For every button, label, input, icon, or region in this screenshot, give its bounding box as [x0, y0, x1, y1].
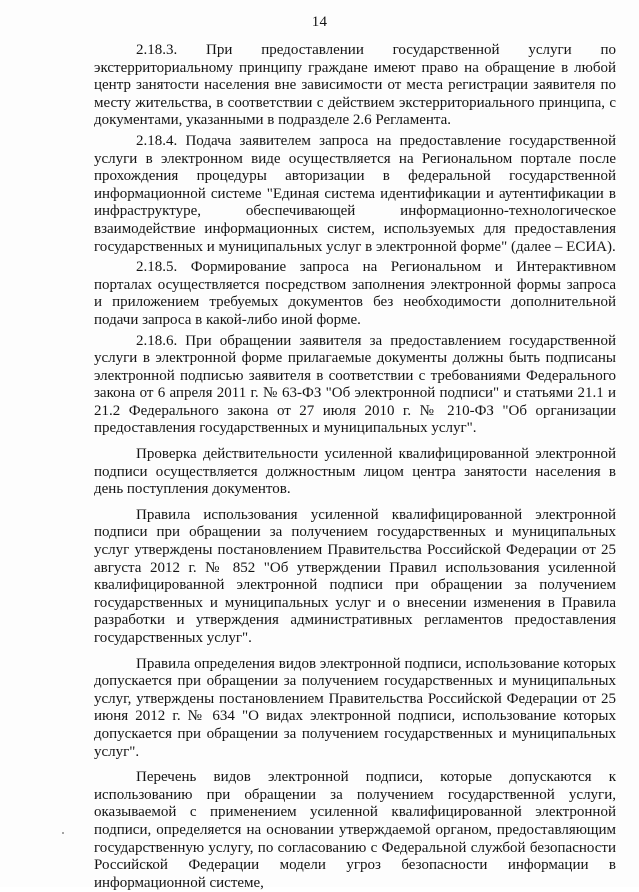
- page-number: 14: [311, 14, 328, 30]
- paragraph-2-18-4: 2.18.4. Подача заявителем запроса на предоставление государственной услуги в электронном виде осуществляется на Региональном портале после прохождения процедуры авторизации в федеральной государственной информационной системе "Единая система идентификации и аутентификации в инфраструктуре, обеспечивающей информационно-технологическое взаимодействие информационных систем, используемых для предоставления государственных и муниципальных услуг в электронной форме" (далее – ЕСИА).: [94, 132, 616, 255]
- scan-dust-mark: [62, 832, 64, 834]
- paragraph-2-18-5: 2.18.5. Формирование запроса на Региональном и Интерактивном порталах осуществляется посредством заполнения электронной формы запроса и приложением требуемых документов без необходимости дополнительной подачи запроса в какой-либо иной форме.: [94, 259, 616, 328]
- paragraph-signature-verification: Проверка действительности усиленной квалифицированной электронной подписи осуществляется должностным лицом центра занятости населения в день поступления документов.: [94, 446, 616, 498]
- paragraph-2-18-6: 2.18.6. При обращении заявителя за предоставлением государственной услуги в электронной форме прилагаемые документы должны быть подписаны электронной подписью заявителя в соответствии с требованиями Федерального закона от 6 апреля 2011 г. № 63-ФЗ "Об электронной подписи" и статьями 21.1 и 21.2 Федерального закона от 27 июля 2010 г. № 210-ФЗ "Об организации предоставления государственных и муниципальных услуг".: [94, 332, 616, 437]
- document-body: [94, 42, 616, 892]
- paragraph-signature-rules: Правила использования усиленной квалифицированной электронной подписи при обращении за получением государственных и муниципальных услуг утверждены постановлением Правительства Российской Федерации от 25 августа 2012 г. № 852 "Об утверждении Правил использования усиленной квалифицированной электронной подписи при обращении за получением государственных и муниципальных услуг и о внесении изменения в Правила разработки и утверждения административных регламентов предоставления государственных услуг".: [94, 506, 616, 646]
- paragraph-signature-types-rules: Правила определения видов электронной подписи, использование которых допускается при обращении за получением государственных и муниципальных услуг, утверждены постановлением Правительства Российской Федерации от 25 июня 2012 г. № 634 "О видах электронной подписи, использование которых допускается при обращении за получением государственных и муниципальных услуг".: [94, 655, 616, 760]
- paragraph-2-18-3: 2.18.3. При предоставлении государственной услуги по экстерриториальному принципу граждане имеют право на обращение в любой центр занятости населения вне зависимости от места регистрации заявителя по месту жительства, в соответствии с действием экстерриториального принципа, с документами, указанными в подразделе 2.6 Регламента.: [94, 42, 616, 129]
- paragraph-signature-types-list: Перечень видов электронной подписи, которые допускаются к использованию при обращении за получением государственной услуги, оказываемой с применением усиленной квалифицированной электронной подписи, определяется на основании утверждаемой органом, предоставляющим государственную услугу, по согласованию с Федеральной службой безопасности Российской Федерации модели угроз безопасности информации в информационной системе,: [94, 769, 616, 891]
